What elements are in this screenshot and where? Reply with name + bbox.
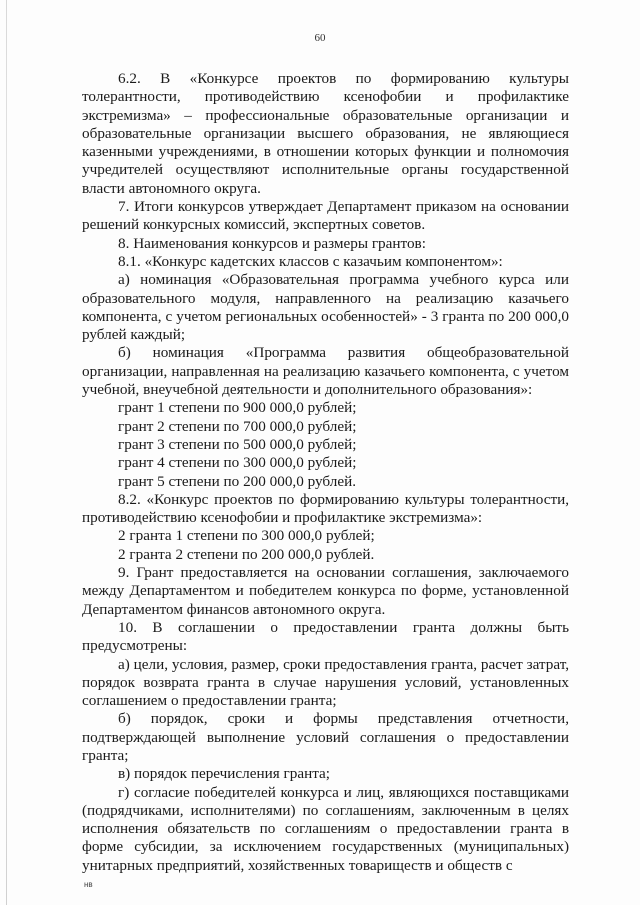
- document-body: [82, 70, 569, 875]
- paragraph-8-1: 8.1. «Конкурс кадетских классов с казачьим компонентом»:: [118, 252, 503, 270]
- grant-item: 2 гранта 1 степени по 300 000,0 рублей;: [118, 527, 375, 545]
- paragraph-6-2: 6.2. В «Конкурсе проектов по формированию культуры толерантности, противодействию ксенофобии и профилактике экстремизма» – профессиональные образовательные организации и образовательные организации высшего образования, не являющиеся казенными учреждениями, в отношении которых функции и полномочия учредителей осуществляют исполнительные органы государственной власти автономного округа.: [82, 70, 569, 197]
- scan-edge-line: [6, 0, 7, 905]
- paragraph-8-1-a: а) номинация «Образовательная программа учебного курса или образовательного модуля, направленного на реализацию казачьего компонента, с учетом региональных особенностей» - 3 гранта по 200 000,0 рублей каждый;: [82, 271, 569, 344]
- paragraph-8-1-b: б) номинация «Программа развития общеобразовательной организации, направленная на реализацию казачьего компонента, с учетом учебной, внеучебной деятельности и дополнительного образования»:: [82, 344, 569, 399]
- paragraph-10-v: в) порядок перечисления гранта;: [118, 765, 330, 783]
- grant-item: 2 гранта 2 степени по 200 000,0 рублей.: [118, 545, 375, 563]
- paragraph-10-g: г) согласие победителей конкурса и лиц, являющихся поставщиками (подрядчиками, исполнителями) по соглашениям, заключенным в целях исполнения обязательств по соглашениям о предоставлении гранта в форме субсидии, за исключением государственных (муниципальных) унитарных предприятий, хозяйственных товариществ и обществ с: [82, 783, 569, 874]
- grant-item: грант 5 степени по 200 000,0 рублей.: [118, 472, 357, 490]
- paragraph-10-b: б) порядок, сроки и формы представления отчетности, подтверждающей выполнение условий соглашения о предоставлении гранта;: [82, 710, 569, 764]
- paragraph-8: 8. Наименования конкурсов и размеры грантов:: [118, 234, 426, 252]
- footer-initials: нв: [84, 880, 93, 889]
- grant-item: грант 2 степени по 700 000,0 рублей;: [118, 417, 357, 435]
- grant-item: грант 1 степени по 900 000,0 рублей;: [118, 399, 357, 417]
- paragraph-10-a: а) цели, условия, размер, сроки предоставления гранта, расчет затрат, порядок возврата гранта в случае нарушения условий, установленных соглашением о предоставлении гранта;: [82, 655, 569, 710]
- paragraph-7: 7. Итоги конкурсов утверждает Департамент приказом на основании решений конкурсных комиссий, экспертных советов.: [82, 198, 569, 234]
- paragraph-8-2: 8.2. «Конкурс проектов по формированию культуры толерантности, противодействию ксенофобии и профилактике экстремизма»:: [82, 490, 569, 527]
- grant-item: грант 3 степени по 500 000,0 рублей;: [118, 435, 357, 453]
- paragraph-10: 10. В соглашении о предоставлении гранта должны быть предусмотрены:: [82, 618, 569, 655]
- page-number: 60: [314, 32, 326, 44]
- grant-item: грант 4 степени по 300 000,0 рублей;: [118, 454, 357, 472]
- paragraph-9: 9. Грант предоставляется на основании соглашения, заключаемого между Департаментом и победителем конкурса по форме, установленной Департаментом финансов автономного округа.: [82, 564, 569, 618]
